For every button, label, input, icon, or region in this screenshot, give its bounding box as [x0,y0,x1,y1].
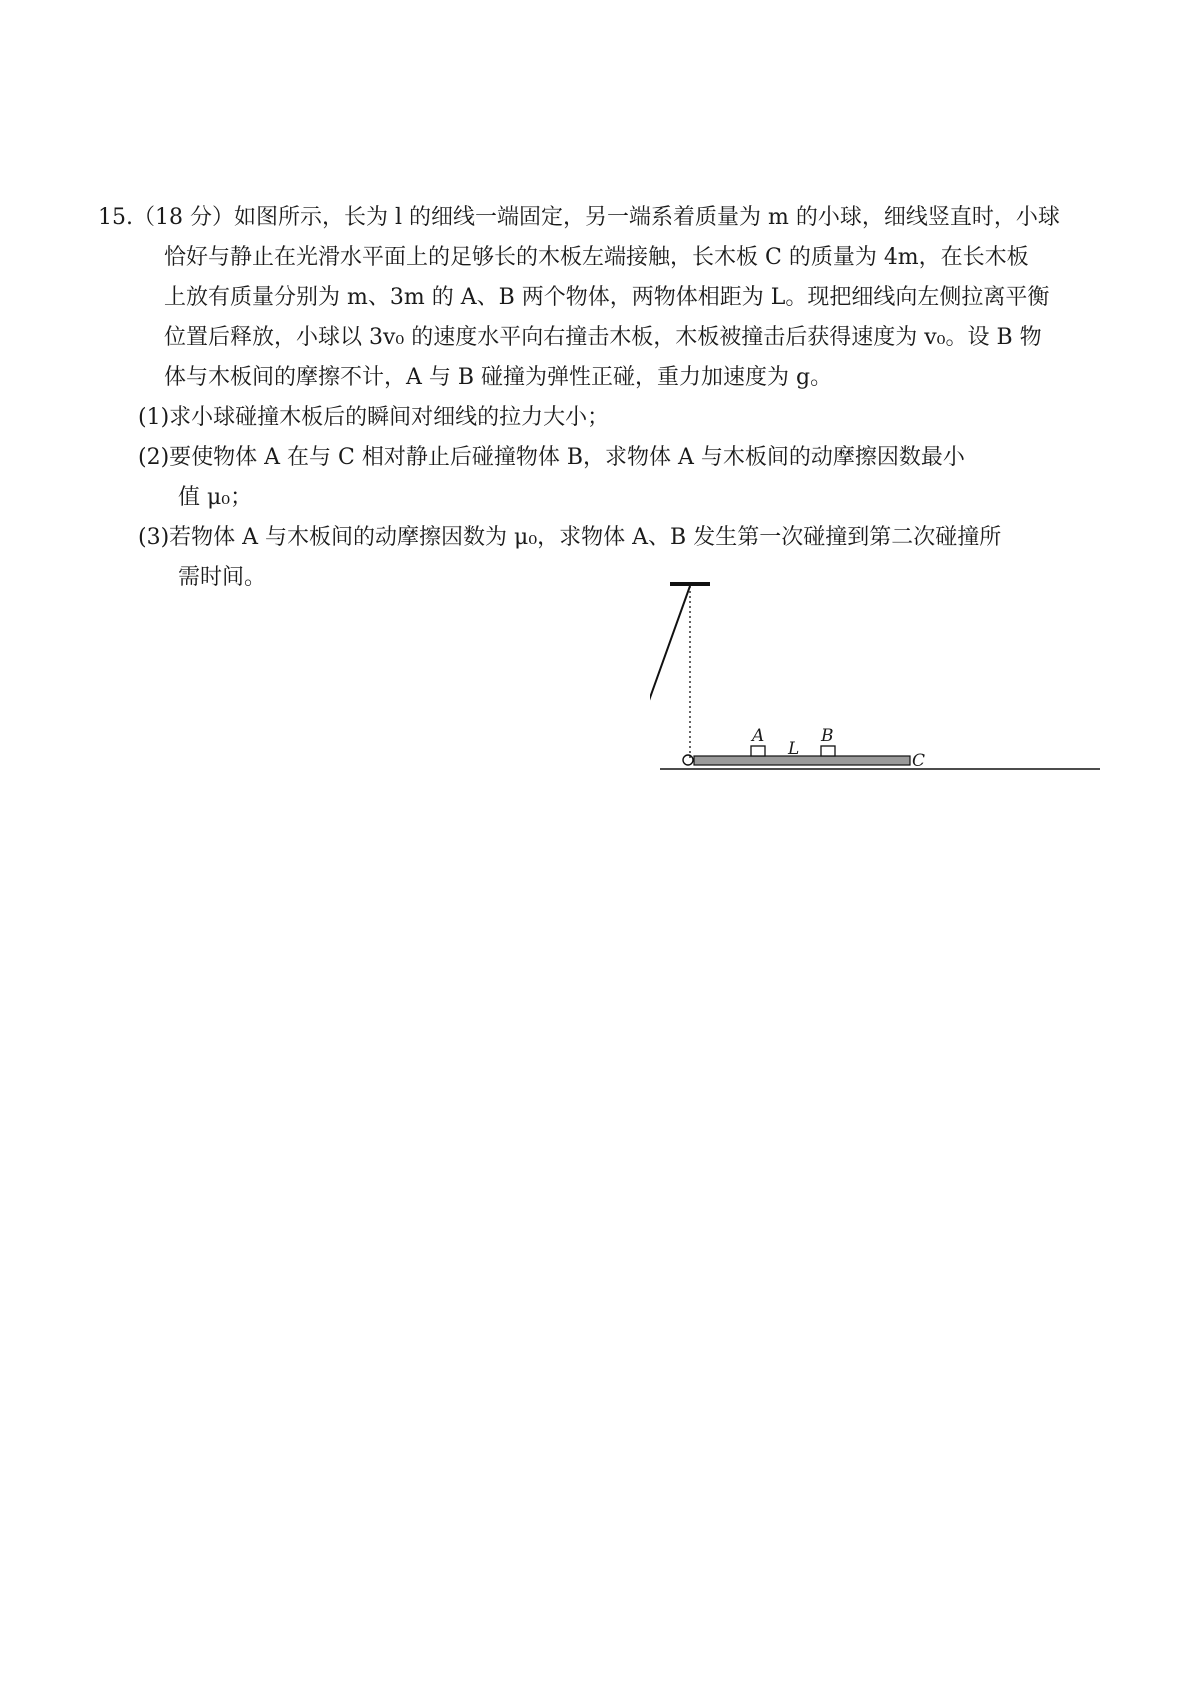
problem-15 [98,198,1108,598]
problem-stem-line-1: 15.（18 分）如图所示，长为 l 的细线一端固定，另一端系着质量为 m 的小球，细线竖直时，小球 [98,205,1060,230]
pendulum-board-figure [650,570,1110,790]
pendulum-string [650,586,690,720]
sub-question-2-line-2: 值 μ₀； [178,485,253,510]
block-A [751,746,765,756]
sub-question-2-line-1: (2)要使物体 A 在与 C 相对静止后碰撞物体 B，求物体 A 与木板间的动摩擦因数最小 [138,445,965,470]
sub-question-3-line-1: (3)若物体 A 与木板间的动摩擦因数为 μ₀，求物体 A、B 发生第一次碰撞到第二次碰撞所 [138,525,1002,550]
problem-stem-line-5: 体与木板间的摩擦不计，A 与 B 碰撞为弹性正碰，重力加速度为 g。 [164,365,833,390]
label-C: C [912,751,926,771]
sub-question-3-line-2: 需时间。 [178,565,267,590]
block-B [821,746,835,756]
ball-equilibrium-position [683,755,693,765]
problem-stem-line-3: 上放有质量分别为 m、3m 的 A、B 两个物体，两物体相距为 L。现把细线向左侧拉离平衡 [164,285,1050,310]
label-B: B [821,726,834,746]
figure-svg [650,570,1110,790]
sub-question-1: (1)求小球碰撞木板后的瞬间对细线的拉力大小； [138,405,610,430]
board-C [694,756,910,765]
label-A: A [752,726,765,746]
problem-stem-line-4: 位置后释放，小球以 3v₀ 的速度水平向右撞击木板，木板被撞击后获得速度为 v₀。设 B 物 [164,325,1042,350]
problem-stem-line-2: 恰好与静止在光滑水平面上的足够长的木板左端接触，长木板 C 的质量为 4m，在长木板 [164,245,1029,270]
label-L: L [788,739,800,759]
